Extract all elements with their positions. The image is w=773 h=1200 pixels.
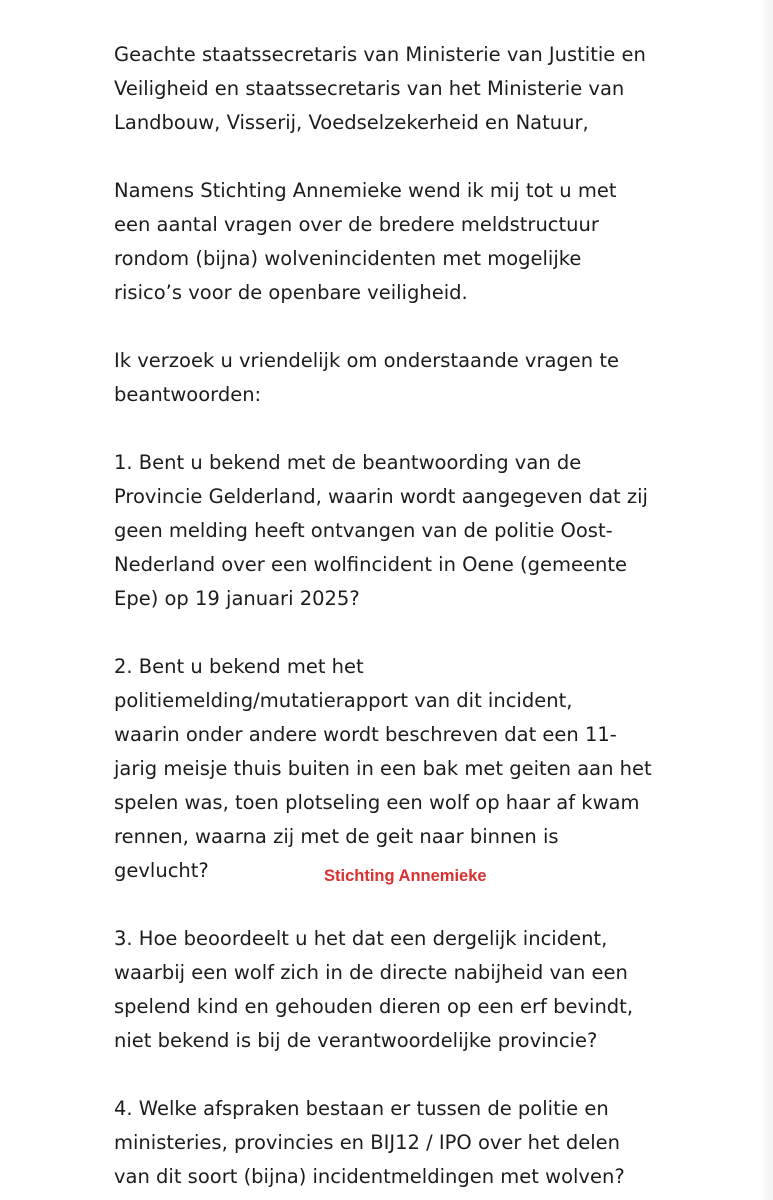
question-2: 2. Bent u bekend met het politiemelding/mutatierapport van dit incident, waarin onder andere wordt beschreven dat een 11- jarig meisje thuis buiten in een bak met geiten aan het spelen was, toen plotseling een wolf op haar af kwam rennen, waarna zij met de geit naar binnen is gevlucht? [114, 655, 652, 882]
paragraph-gap [114, 412, 714, 446]
paragraph-gap [114, 888, 714, 922]
request-paragraph: Ik verzoek u vriendelijk om onderstaande vragen te beantwoorden: [114, 349, 619, 406]
paragraph-gap [114, 140, 714, 174]
salutation: Geachte staatssecretaris van Ministerie van Justitie en Veiligheid en staatssecretaris van het Ministerie van Landbouw, Visserij, Voedselzekerheid en Natuur, [114, 43, 646, 134]
question-3: 3. Hoe beoordeelt u het dat een dergelijk incident, waarbij een wolf zich in de directe nabijheid van een spelend kind en gehouden dieren op een erf bevindt, niet bekend is bij de verantwoordelijke provincie? [114, 927, 634, 1052]
paragraph-gap [114, 616, 714, 650]
question-4: 4. Welke afspraken bestaan er tussen de politie en ministeries, provincies en BIJ12 / IPO over het delen van dit soort (bijna) incidentmeldingen met wolven? [114, 1097, 625, 1188]
paragraph-gap [114, 310, 714, 344]
intro-paragraph: Namens Stichting Annemieke wend ik mij tot u met een aantal vragen over de bredere meldstructuur rondom (bijna) wolvenincidenten met mogelijke risico’s voor de openbare veiligheid. [114, 179, 617, 304]
letter-body [114, 38, 714, 1194]
question-1: 1. Bent u bekend met de beantwoording van de Provincie Gelderland, waarin wordt aangegeven dat zij geen melding heeft ontvangen van de politie Oost- Nederland over een wolfincident in Oene (gemeente Epe) op 19 januari 2025? [114, 451, 648, 610]
paragraph-gap [114, 1058, 714, 1092]
watermark-label: Stichting Annemieke [324, 867, 487, 885]
page-edge-shadow [759, 0, 773, 1200]
